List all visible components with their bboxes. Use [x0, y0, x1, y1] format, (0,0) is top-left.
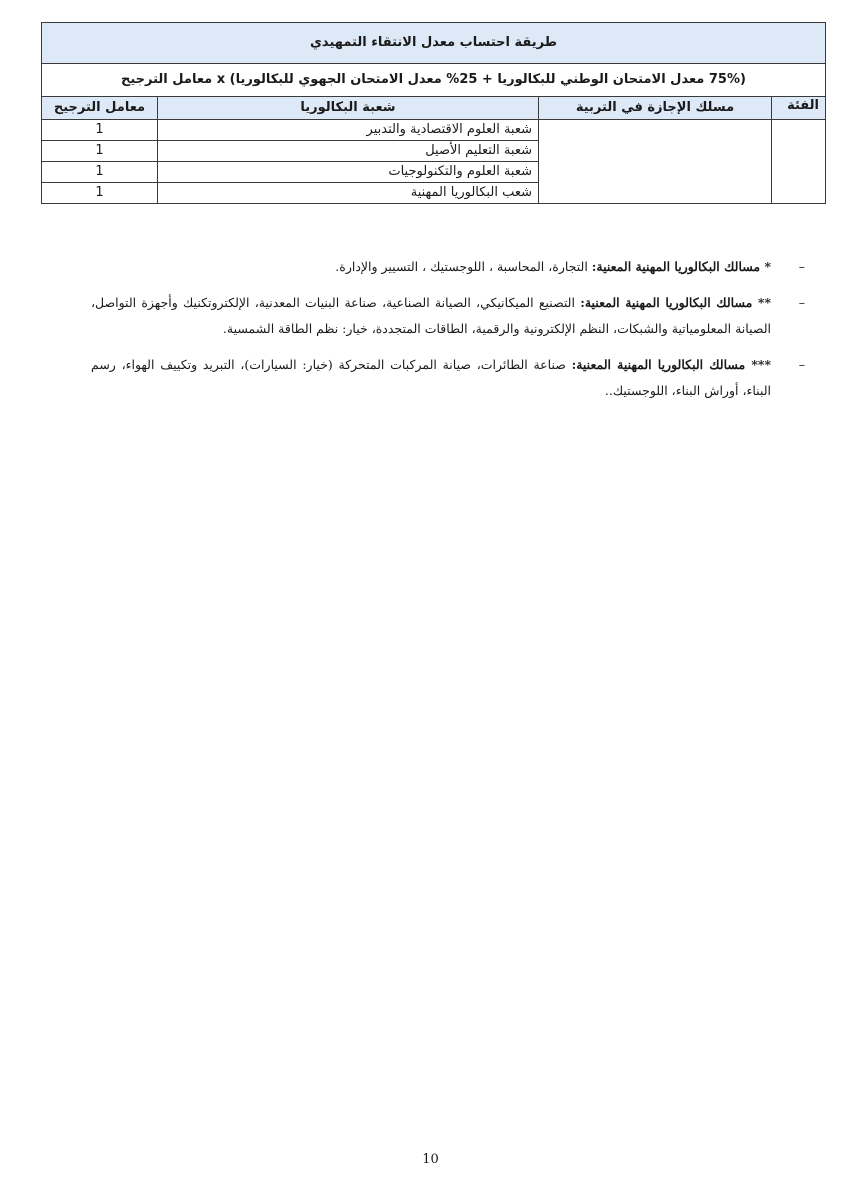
header-category: الفئة	[772, 97, 826, 120]
table-header-row	[41, 97, 825, 120]
table-row	[41, 120, 825, 141]
formula-text: (75% معدل الامتحان الوطني للبكالوريا + 25% معدل الامتحان الجهوي للبكالوريا) x معامل الترجيح	[41, 64, 825, 97]
notes-list	[91, 254, 805, 414]
table-title-row	[41, 23, 825, 64]
note-dash: –	[798, 259, 805, 274]
note-item	[91, 352, 805, 404]
bac-branch-cell: شعب البكالوريا المهنية	[158, 183, 539, 204]
category-cell	[772, 120, 826, 204]
license-track-cell	[539, 120, 772, 204]
note-dash: –	[798, 295, 805, 310]
note-item	[91, 254, 805, 280]
header-license-track: مسلك الإجازة في التربية	[539, 97, 772, 120]
note-label: ** مسالك البكالوريا المهنية المعنية:	[580, 295, 771, 310]
weighting-table-section	[42, 22, 826, 204]
page-number: 10	[422, 1152, 439, 1167]
bac-branch-cell: شعبة العلوم الاقتصادية والتدبير	[158, 120, 539, 141]
note-dash: –	[798, 357, 805, 372]
weighting-table	[41, 22, 826, 204]
note-text: التجارة، المحاسبة ، اللوجستيك ، التسيير والإدارة.	[335, 259, 592, 274]
bac-branch-cell: شعبة العلوم والتكنولوجيات	[158, 162, 539, 183]
note-item	[91, 290, 805, 342]
note-text: التصنيع الميكانيكي، الصيانة الصناعية، صناعة البنيات المعدنية، الإلكتروتكنيك وأجهزة التواصل، الصيانة المعلومياتية والشبكات، النظم الإلكترونية والرقمية، الطاقات المتجددة، خيار: نظم الطاقة الشمسية.	[91, 295, 771, 336]
coefficient-cell: 1	[41, 141, 157, 162]
coefficient-cell: 1	[41, 120, 157, 141]
header-coefficient: معامل الترجيح	[41, 97, 157, 120]
bac-branch-cell: شعبة التعليم الأصيل	[158, 141, 539, 162]
table-title: طريقة احتساب معدل الانتقاء التمهيدي	[41, 23, 825, 64]
coefficient-cell: 1	[41, 162, 157, 183]
header-bac-branch: شعبة البكالوريا	[158, 97, 539, 120]
coefficient-cell: 1	[41, 183, 157, 204]
note-text: صناعة الطائرات، صيانة المركبات المتحركة (خيار: السيارات)، التبريد وتكييف الهواء، رسم البناء، أوراش البناء، اللوجستيك..	[91, 357, 771, 398]
formula-row	[41, 64, 825, 97]
note-label: * مسالك البكالوريا المهنية المعنية:	[591, 259, 771, 274]
note-label: *** مسالك البكالوريا المهنية المعنية:	[571, 357, 771, 372]
